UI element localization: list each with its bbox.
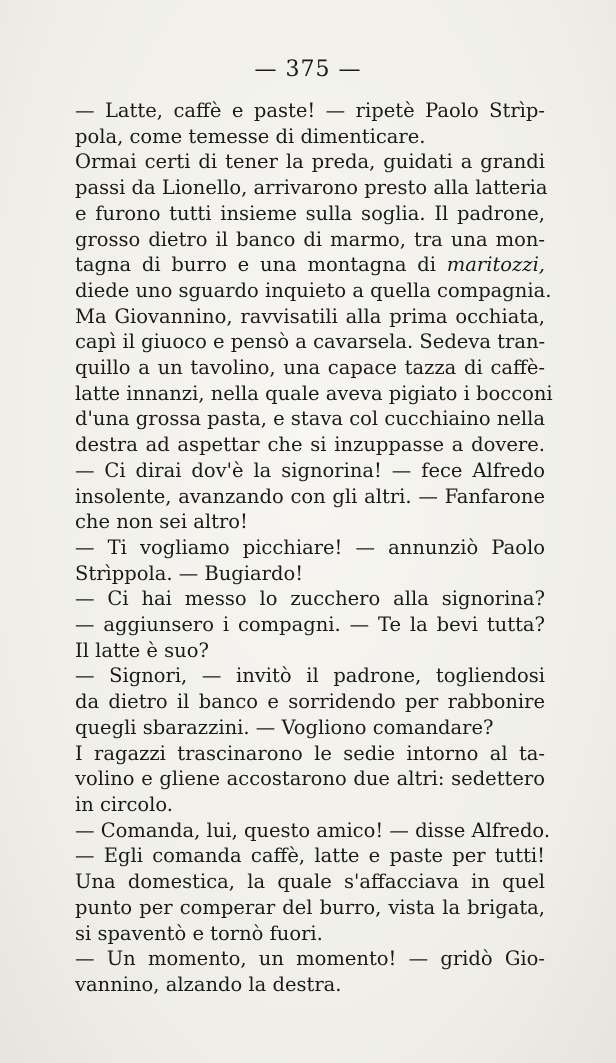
text-line-content: pola, come temesse di dimenticare.	[75, 124, 426, 148]
text-line-content: vannino, alzando la destra.	[75, 972, 342, 996]
text-line	[75, 227, 545, 253]
text-line	[75, 561, 545, 587]
text-line-content: capì il giuoco e pensò a cavarsela. Sedeva tran-	[75, 330, 546, 354]
text-line	[75, 715, 545, 741]
text-line	[75, 921, 545, 947]
text-line-content: — Latte, caffè e paste! — ripetè Paolo Strìp-	[75, 99, 545, 122]
text-line	[75, 175, 548, 201]
text-line	[75, 149, 545, 175]
text-line-content: si spaventò e tornò fuori.	[75, 921, 323, 945]
text-line	[75, 406, 545, 432]
text-line	[75, 535, 545, 561]
text-line-content: che non sei altro!	[75, 510, 248, 534]
text-line-content: e furono tutti insieme sulla soglia. Il padrone,	[75, 201, 545, 225]
text-line	[75, 304, 545, 330]
text-line-content: diede uno sguardo inquieto a quella compagnia.	[75, 278, 552, 302]
text-line-content: latte innanzi, nella quale aveva pigiato i bocconi	[75, 381, 553, 405]
text-line	[75, 612, 545, 638]
page-number: — 375 —	[254, 57, 362, 82]
text-line-content: — Comanda, lui, questo amico! — disse Alfredo.	[75, 818, 551, 842]
text-line-content: Strìppola. — Bugiardo!	[75, 561, 304, 585]
text-line	[75, 689, 545, 715]
text-line-content: quillo a un tavolino, una capace tazza di caffè-	[75, 356, 545, 380]
text-line	[75, 818, 551, 844]
text-line-content: — Ci hai messo lo zucchero alla signorina?	[75, 587, 545, 611]
text-line	[75, 124, 545, 150]
body-text	[75, 98, 553, 998]
text-line	[75, 869, 545, 895]
text-line-content: grosso dietro il banco di marmo, tra una mon-	[75, 227, 545, 251]
text-line-content: — Signori, — invitò il padrone, togliendosi	[75, 664, 545, 688]
text-line-content: passi da Lionello, arrivarono presto alla latteria	[75, 176, 548, 200]
text-line	[75, 766, 545, 792]
text-line	[75, 895, 545, 921]
text-line	[75, 663, 545, 689]
text-line	[75, 741, 545, 767]
text-line-content: Ormai certi di tener la preda, guidati a grandi	[75, 150, 545, 174]
text-line-content: quegli sbarazzini. — Vogliono comandare?	[75, 715, 494, 739]
text-line-content: destra ad aspettar che si inzuppasse a dovere.	[75, 433, 545, 457]
text-line	[75, 638, 545, 664]
text-line-content: punto per comperar del burro, vista la brigata,	[75, 895, 545, 919]
text-line-content: Ma Giovannino, ravvisatili alla prima occhiata,	[75, 304, 545, 328]
text-line	[75, 252, 545, 278]
text-line-content: d'una grossa pasta, e stava col cucchiaino nella	[75, 407, 545, 431]
text-line-content: Una domestica, la quale s'affacciava in quel	[75, 870, 545, 894]
text-line-content: — Ti vogliamo picchiare! — annunziò Paolo	[75, 535, 545, 559]
text-line	[75, 843, 545, 869]
italic-word: maritozzi,	[446, 253, 545, 277]
text-line-content: I ragazzi trascinarono le sedie intorno al ta-	[75, 741, 545, 765]
text-line-content: — aggiunsero i compagni. — Te la bevi tutta?	[75, 613, 545, 637]
text-line-content: — Ci dirai dov'è la signorina! — fece Alfredo	[75, 458, 545, 482]
text-line-content: insolente, avanzando con gli altri. — Fanfarone	[75, 484, 545, 508]
text-line-content: Il latte è suo?	[75, 638, 209, 662]
text-line-content: tagna di burro e una montagna di	[75, 253, 447, 277]
text-line	[75, 586, 545, 612]
text-line	[75, 98, 545, 124]
text-line	[75, 201, 545, 227]
text-line	[75, 484, 545, 510]
text-line-content: — Egli comanda caffè, latte e paste per tutti!	[75, 844, 545, 868]
text-line	[75, 458, 545, 484]
text-line-content: in circolo.	[75, 792, 173, 816]
text-line-content: da dietro il banco e sorridendo per rabbonire	[75, 690, 545, 714]
text-line	[75, 972, 545, 998]
text-line	[75, 381, 553, 407]
text-line	[75, 355, 545, 381]
text-line	[75, 946, 545, 972]
text-line	[75, 792, 545, 818]
text-line	[75, 278, 552, 304]
text-line	[75, 509, 545, 535]
text-line-content: — Un momento, un momento! — gridò Gio-	[75, 947, 545, 971]
text-line-content: volino e gliene accostarono due altri: sedettero	[75, 767, 545, 791]
text-line	[75, 432, 545, 458]
text-line	[75, 329, 545, 355]
